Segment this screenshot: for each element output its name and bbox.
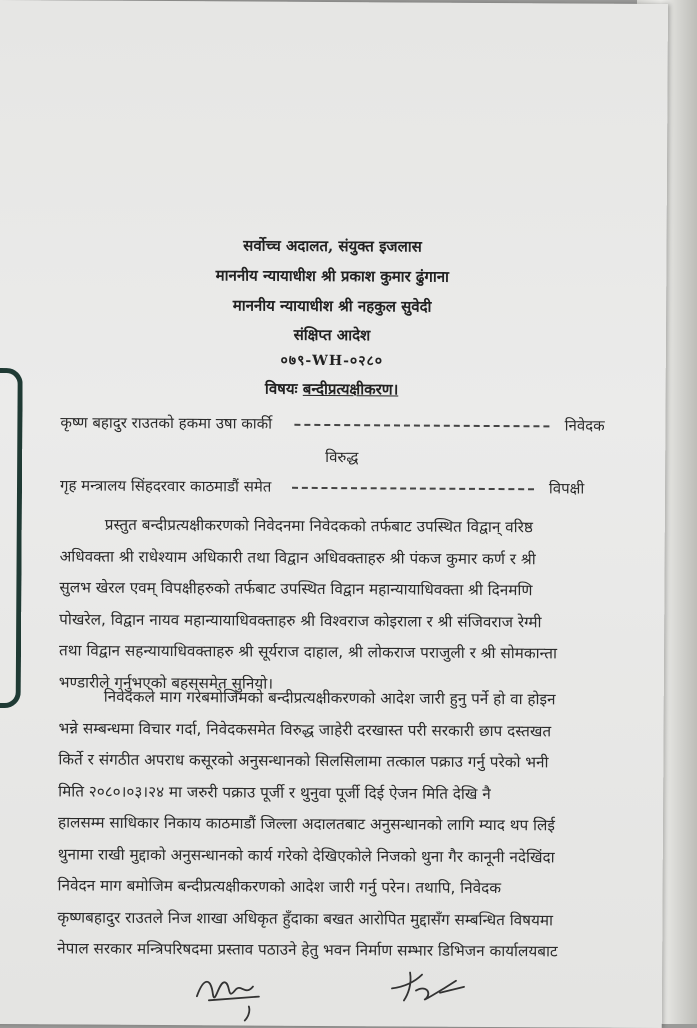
paragraph-line: अधिवक्ता श्री राधेश्याम अधिकारी तथा विद्वान अधिवक्ताहरु श्री पंकज कुमार कर्ण र श्री <box>59 546 536 568</box>
paragraph-line: किर्ते र संगठीत अपराध कसूरको अनुसन्धानको सिलसिलामा तत्काल पक्राउ गर्नु परेको भनी <box>58 750 549 772</box>
judge-signature-right <box>386 962 476 1013</box>
versus-label: विरुद्ध <box>325 447 359 467</box>
paragraph-line: पोखरेल, विद्वान नायव महान्यायाधिवक्ताहरु श्री विश्वराज कोइराला र श्री संजिवराज रेग्मी <box>59 609 542 631</box>
paragraph-line: नेपाल सरकार मन्त्रिपरिषदमा प्रस्ताव पठाउने हेतु भवन निर्माण सम्भार डिभिजन कार्यालयबाट <box>57 939 558 961</box>
respondent-role: विपक्षी <box>548 479 585 498</box>
respondent-dashes <box>292 486 534 489</box>
petitioner-name: कृष्ण बहादुर राउतको हकमा उषा कार्की <box>60 413 273 433</box>
subject-label: विषयः <box>264 379 298 398</box>
judge-2: माननीय न्यायाधीश श्री नहकुल सुवेदी <box>232 296 432 316</box>
petitioner-role: निवेदक <box>564 416 605 435</box>
paragraph-line: भण्डारीले गर्नुभएको बहससमेत सुनियो। <box>58 672 274 693</box>
paragraph-line: थुनामा राखी मुद्दाको अनुसन्धानको कार्य गरेको देखिएकोले निजको थुना गैर कानूनी नदेखिंदा <box>57 844 555 866</box>
judge-signature-left <box>189 966 279 1022</box>
subject-line <box>0 377 666 401</box>
paragraph-line: निवेदकले माग गरेबमोजिमको बन्दीप्रत्यक्षीकरणको आदेश जारी हुनु पर्ने हो वा होइन <box>103 687 556 709</box>
paragraph-line: तथा विद्वान सहन्यायाधिवक्ताहरु श्री सूर्यराज दाहाल, श्री लोकराज पराजुली र श्री सोमकान्ता <box>58 641 558 663</box>
subject-text: बन्दीप्रत्यक्षीकरण। <box>302 379 399 399</box>
court-title: सर्वोच्च अदालत, संयुक्त इजलास <box>243 236 422 256</box>
petitioner-line <box>60 412 604 435</box>
respondent-line <box>60 475 584 498</box>
case-number: ०७९-WH-०२८० <box>280 352 384 370</box>
paragraph-line: हालसम्म साधिकार निकाय काठमाडौं जिल्ला अदालतबाट अनुसन्धानको लागि म्याद थप लिई <box>57 813 555 835</box>
petitioner-dashes <box>295 423 550 427</box>
paragraph-line: कृष्णबहादुर राउतले निज शाखा अधिकृत हुँदाका बखत आरोपित मुद्दासँग सम्बन्धित विषयमा <box>57 907 554 929</box>
judge-1: माननीय न्यायाधीश श्री प्रकाश कुमार ढुंगाना <box>215 266 449 286</box>
paragraph-line: भन्ने सम्बन्धमा विचार गर्दा, निवेदकसमेत विरुद्ध जाहेरी दरखास्त परी सरकारी छाप दस्तखत <box>58 718 552 740</box>
paragraph-hearing <box>59 509 558 701</box>
paragraph-line: मिति २०८०।०३।२४ मा जरुरी पक्राउ पूर्जी र थुनुवा पूर्जी दिई ऐजन मिति देखि नै <box>58 781 491 803</box>
paragraph-line: प्रस्तुत बन्दीप्रत्यक्षीकरणको निवेदनमा निवेदकको तर्फबाट उपस्थित विद्वान् वरिष्ठ <box>104 515 534 537</box>
order-type: संक्षिप्त आदेश <box>293 325 371 345</box>
binding-string <box>0 368 23 708</box>
paragraph-decision <box>57 681 559 968</box>
paragraph-line: सुलभ खेरल एवम् विपक्षीहरुको तर्फबाट उपस्थित विद्वान महान्यायाधिवक्ता श्री दिनमणि <box>59 578 533 600</box>
respondent-name: गृह मन्त्रालय सिंहदरवार काठमाडौं समेत <box>59 476 272 496</box>
paragraph-line: निवेदन माग बमोजिम बन्दीप्रत्यक्षीकरणको आदेश जारी गर्नु परेन। तथापि, निवेदक <box>57 876 502 898</box>
